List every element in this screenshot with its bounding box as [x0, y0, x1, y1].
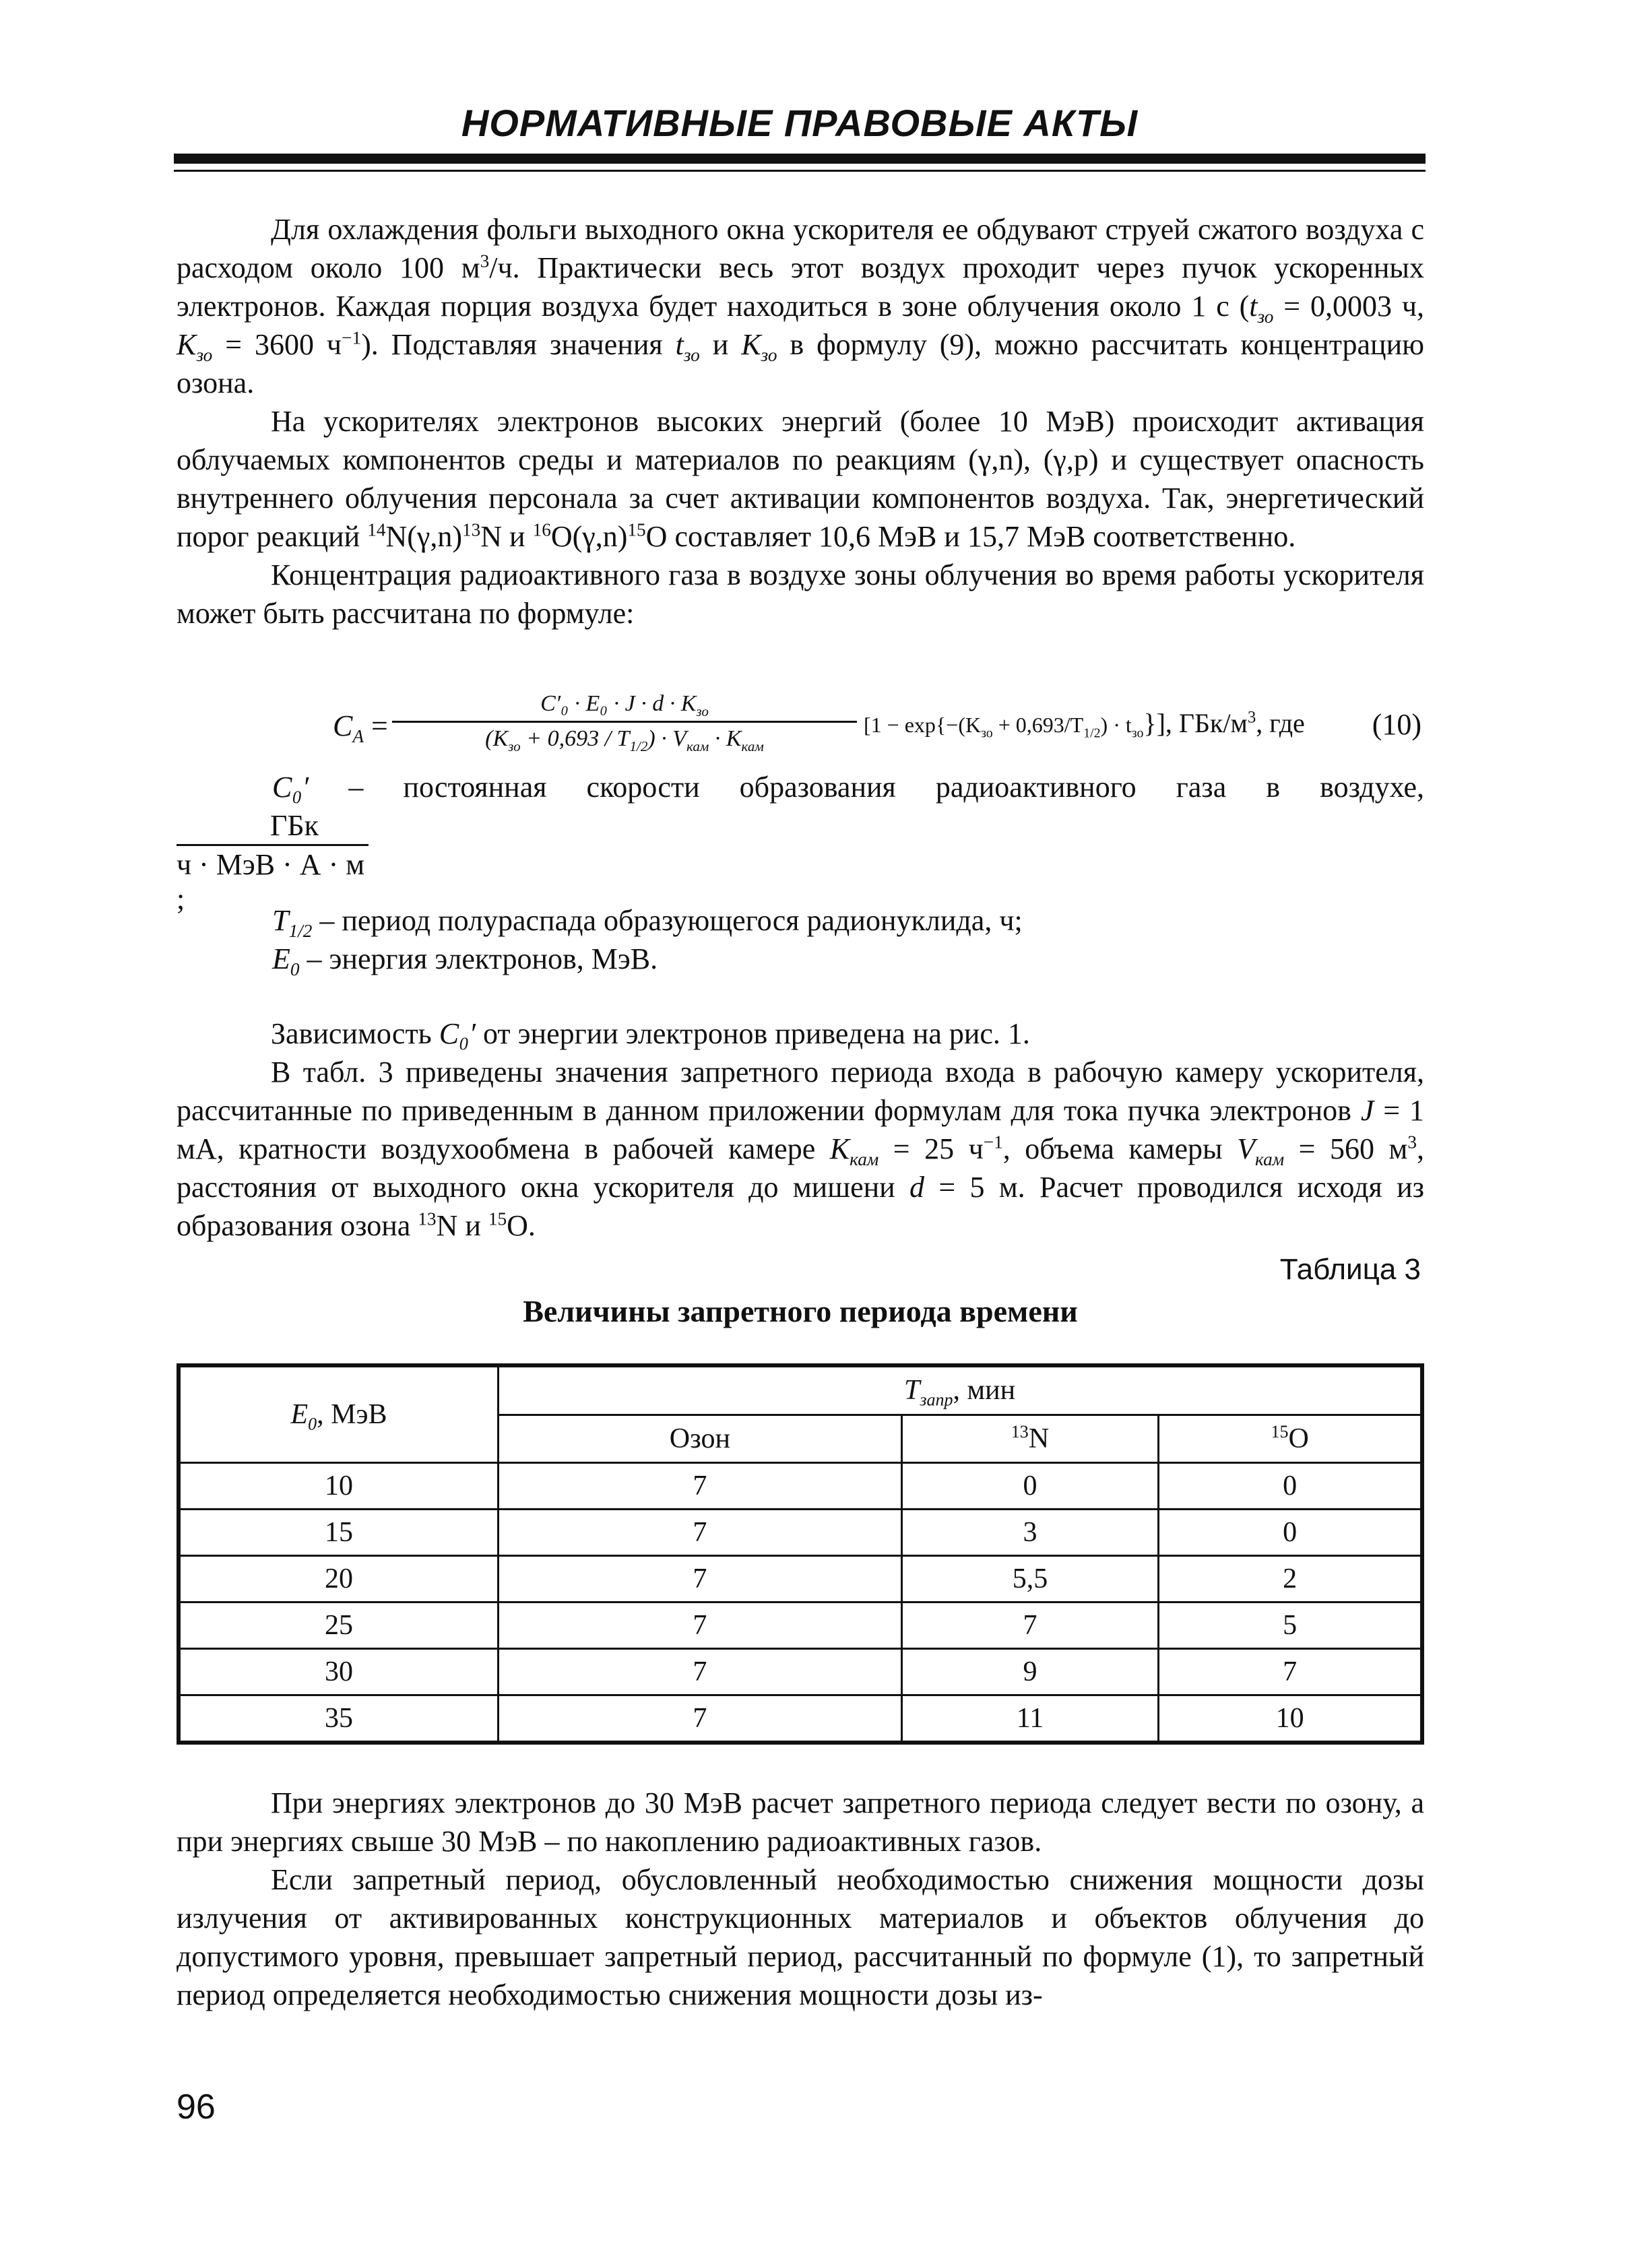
table-caption: Таблица 3	[1279, 1253, 1421, 1286]
paragraph-high-energy-activation: На ускорителях электронов высоких энергий (более 10 МэВ) происходит активация облучаемых компонентов среды и материалов по реакциям (γ,n), (γ,p) и существует опасность внутреннего облучения персонала за счет активации компонентов воздуха. Так, энергетический порог реакций $^{14}N(\gamma,n)^{13}N$ и $^{16}O(\gamma,n)^{15}O$ составляет 10,6 МэВ и 15,7 МэВ соответственно.	[177, 405, 1424, 553]
formula-fraction	[392, 687, 857, 756]
header-n13: $^{13}$N	[901, 1415, 1159, 1462]
table-row: 25 7 7 5	[179, 1602, 1422, 1649]
header-energy: $E_0$, МэВ	[179, 1365, 499, 1463]
body-text-middle	[177, 1014, 1424, 1245]
forbidden-period-table	[177, 1363, 1424, 1745]
paragraph-c0-dependency: Зависимость C₀′ от энергии электронов приведена на рис. 1.	[271, 1017, 1030, 1050]
paragraph-ozone-cooling: Для охлаждения фольги выходного окна ускорителя ее обдувают струей сжатого воздуха с расходом около 100 $м^3/ч$. Практически весь этот воздух проходит через пучок ускоренных электронов. Каждая порция воздуха будет находиться в зоне облучения около 1 с ($t_{зо} = 0,0003$ ч, $K_{зо} = 3600$ $ч^{-1}$). Подставляя значения $t_{зо}$ и $K_{зо}$ в формулу (9), можно рассчитать концентрацию озона.	[177, 213, 1425, 399]
header-rule-thin	[174, 170, 1426, 172]
header-forbidden-period: $T_{запр}$, мин	[499, 1365, 1423, 1415]
table-row: 20 7 5,5 2	[179, 1556, 1422, 1602]
formula-exp-part: $[1 - \exp\{-(K_{зо} + 0,693/T_{1/2}) \cdot t_{зо}\}]$, ГБк/$м^3$, где	[864, 708, 1305, 741]
def-c0: C₀′ – постоянная скорости образования радиоактивного газа в воздухе,	[272, 771, 1424, 804]
header-o15: $^{15}$O	[1159, 1415, 1422, 1462]
paragraph-table-intro: В табл. 3 приведены значения запретного периода входа в рабочую камеру ускорителя, рассчитанные по приведенным в данном приложении формулам для тока пучка электронов J = 1 мА, кратности воздухообмена в рабочей камере $K_{кам} = 25$ $ч^{-1}$, объема камеры $V_{кам} = 560$ $м^3$, расстояния от выходного окна ускорителя до мишени d = 5 м. Расчет проводился исходя из образования озона $^{13}$N и $^{15}$O.	[177, 1056, 1424, 1242]
formula-numerator: $C'_0 \cdot E_0 \cdot J \cdot d \cdot K_{зо}$	[540, 691, 709, 719]
paragraph-concentration-intro: Концентрация радиоактивного газа в воздухе зоны облучения во время работы ускорителя может быть рассчитана по формуле:	[177, 558, 1424, 630]
defs-list	[177, 901, 1424, 978]
formula-denominator: $(K_{зо} + 0,693 / T_{1/2}) \cdot V_{кам} \cdot K_{кам}$	[485, 726, 764, 754]
table-row: 10 7 0 0	[179, 1463, 1422, 1510]
formula-10	[177, 687, 1424, 775]
def-t12: $T_{1/2}$ – период полураспада образующегося радионуклида, ч;	[272, 904, 1023, 941]
table-header-row	[179, 1365, 1422, 1415]
header-rule-thick	[174, 154, 1426, 164]
paragraph-activated-materials: Если запретный период, обусловленный необходимостью снижения мощности дозы излучения от активированных конструкционных материалов и объектов облучения до допустимого уровня, превышает запретный период, рассчитанный по формуле (1), то запретный период определяется необходимостью снижения мощности дозы из-	[177, 1863, 1424, 2011]
table-row: 15 7 3 0	[179, 1510, 1422, 1556]
header-ozone: Озон	[499, 1415, 902, 1462]
formula-number: (10)	[1372, 708, 1421, 741]
formula-lhs: $C_A$ =	[333, 709, 388, 746]
def-e0: $E_0$ – энергия электронов, МэВ.	[272, 942, 658, 979]
paragraph-ozone-vs-gases: При энергиях электронов до 30 МэВ расчет запретного периода следует вести по озону, а при энергиях свыше 30 МэВ – по накоплению радиоактивных газов.	[177, 1786, 1424, 1858]
page-number: 96	[177, 2087, 216, 2127]
table-title: Величины запретного периода времени	[523, 1294, 1078, 1328]
running-header: НОРМАТИВНЫЕ ПРАВОВЫЕ АКТЫ	[461, 102, 1139, 144]
body-text-top	[177, 210, 1424, 633]
table-row: 35 7 11 10	[179, 1695, 1422, 1743]
table-row: 30 7 9 7	[179, 1649, 1422, 1695]
body-text-bottom	[177, 1784, 1424, 2014]
unit-fraction: ГБк ч · МэВ · А · м ;	[177, 808, 379, 916]
